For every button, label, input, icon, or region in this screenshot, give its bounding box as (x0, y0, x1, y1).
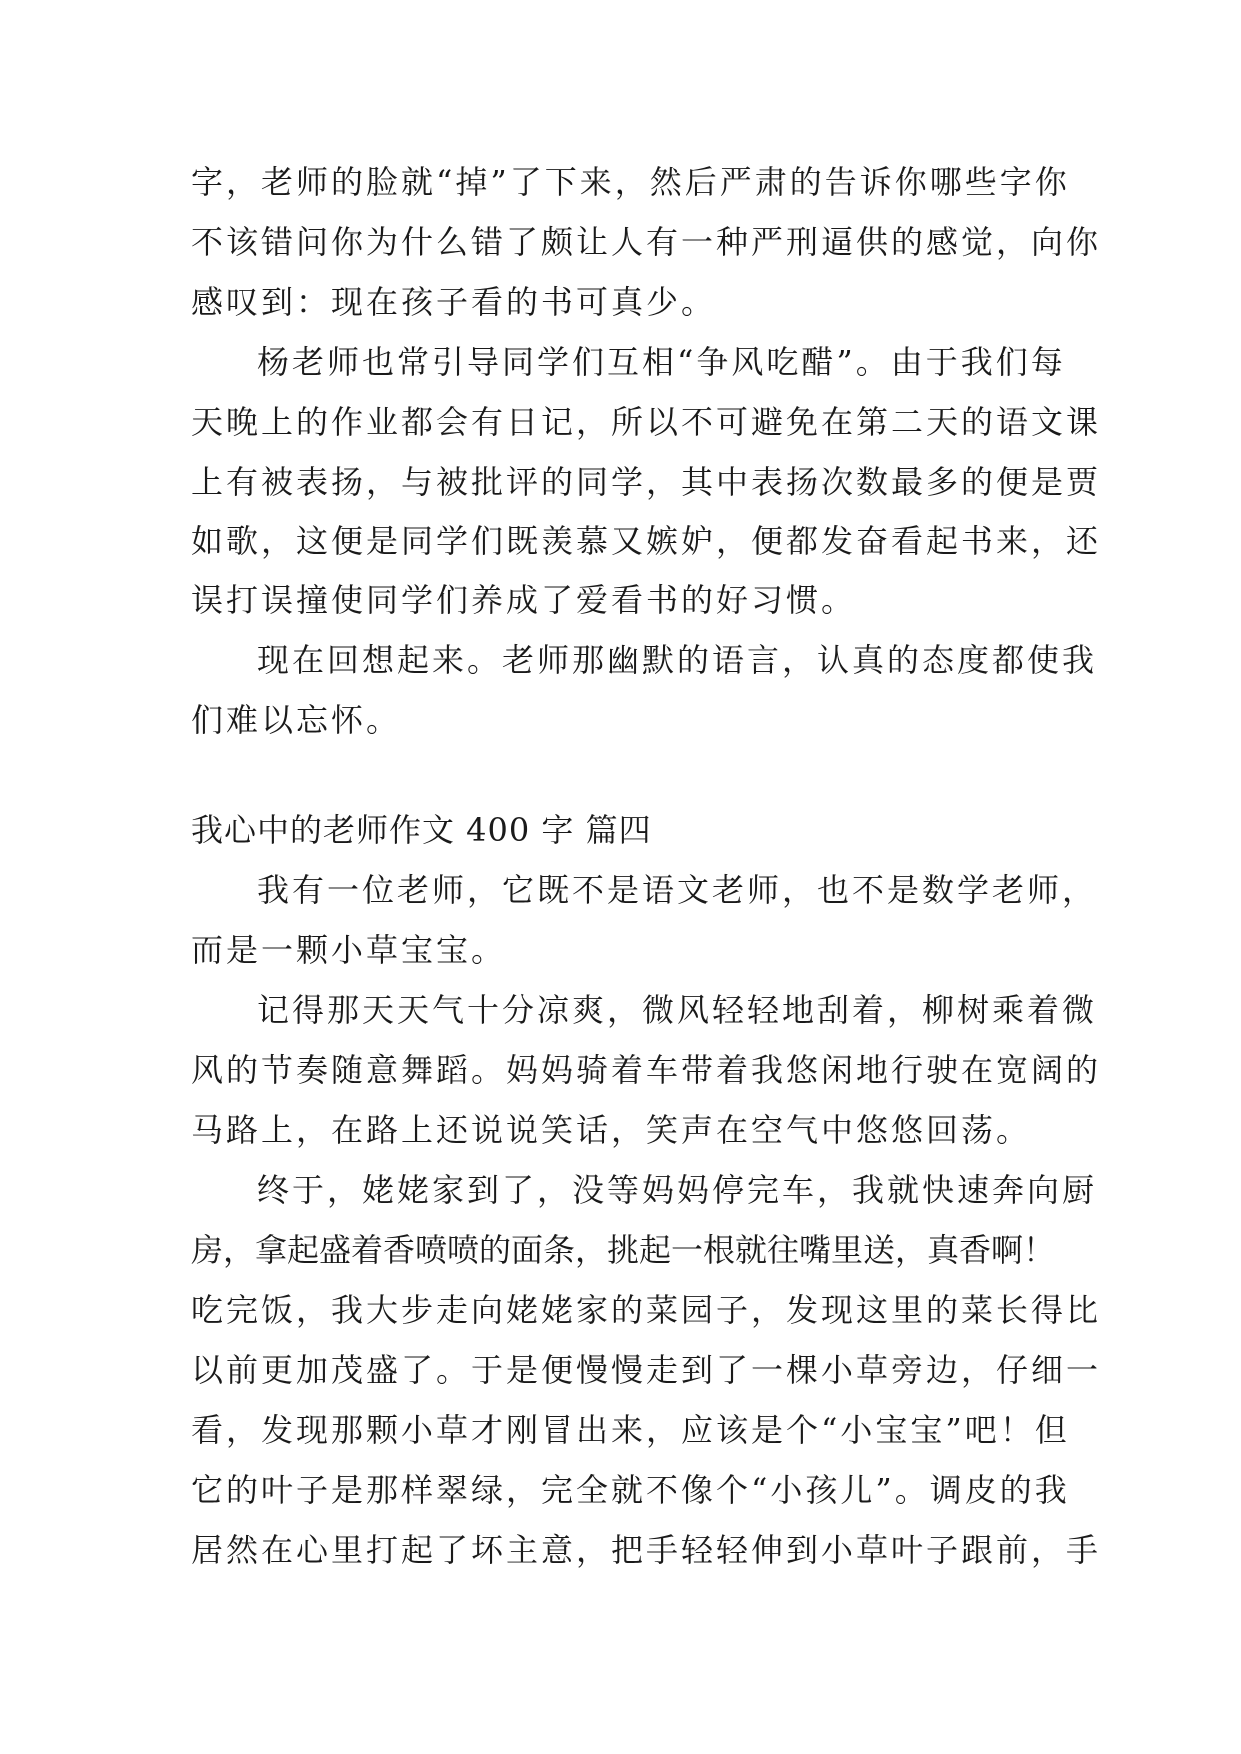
text-line: 看，发现那颗小草才刚冒出来，应该是个“小宝宝”吧！但 (191, 1411, 1070, 1449)
paragraph-start-line: 我有一位老师，它既不是语文老师，也不是数学老师， (257, 871, 1098, 909)
text-line: 不该错问你为什么错了颇让人有一种严刑逼供的感觉，向你 (191, 223, 1102, 261)
paragraph-start-line: 现在回想起来。老师那幽默的语言，认真的态度都使我 (257, 641, 1098, 679)
text-line: 而是一颗小草宝宝。 (191, 931, 507, 969)
section-heading: 我心中的老师作文 400 字 篇四 (191, 811, 652, 849)
paragraph-start-line: 杨老师也常引导同学们互相“争风吃醋”。由于我们每 (257, 343, 1066, 381)
text-line: 马路上，在路上还说说笑话，笑声在空气中悠悠回荡。 (191, 1111, 1032, 1149)
paragraph-start-line: 记得那天天气十分凉爽，微风轻轻地刮着，柳树乘着微 (257, 991, 1098, 1029)
text-line: 感叹到：现在孩子看的书可真少。 (191, 283, 717, 321)
text-line: 吃完饭，我大步走向姥姥家的菜园子，发现这里的菜长得比 (191, 1291, 1102, 1329)
text-line: 们难以忘怀。 (191, 701, 402, 739)
text-line: 上有被表扬，与被批评的同学，其中表扬次数最多的便是贾 (191, 463, 1102, 501)
text-line: 误打误撞使同学们养成了爱看书的好习惯。 (191, 581, 857, 619)
paragraph-start-line: 终于，姥姥家到了，没等妈妈停完车，我就快速奔向厨 (257, 1171, 1098, 1209)
text-line: 居然在心里打起了坏主意，把手轻轻伸到小草叶子跟前，手 (191, 1531, 1102, 1569)
text-line: 风的节奏随意舞蹈。妈妈骑着车带着我悠闲地行驶在宽阔的 (191, 1051, 1102, 1089)
text-line: 它的叶子是那样翠绿，完全就不像个“小孩儿”。调皮的我 (191, 1471, 1070, 1509)
text-line: 房，拿起盛着香喷喷的面条，挑起一根就往嘴里送，真香啊！ (191, 1231, 1056, 1269)
text-line: 天晚上的作业都会有日记，所以不可避免在第二天的语文课 (191, 403, 1102, 441)
text-line: 如歌，这便是同学们既羡慕又嫉妒，便都发奋看起书来，还 (191, 522, 1102, 560)
text-line: 字，老师的脸就“掉”了下来，然后严肃的告诉你哪些字你 (191, 163, 1070, 201)
text-line: 以前更加茂盛了。于是便慢慢走到了一棵小草旁边，仔细一 (191, 1351, 1102, 1389)
